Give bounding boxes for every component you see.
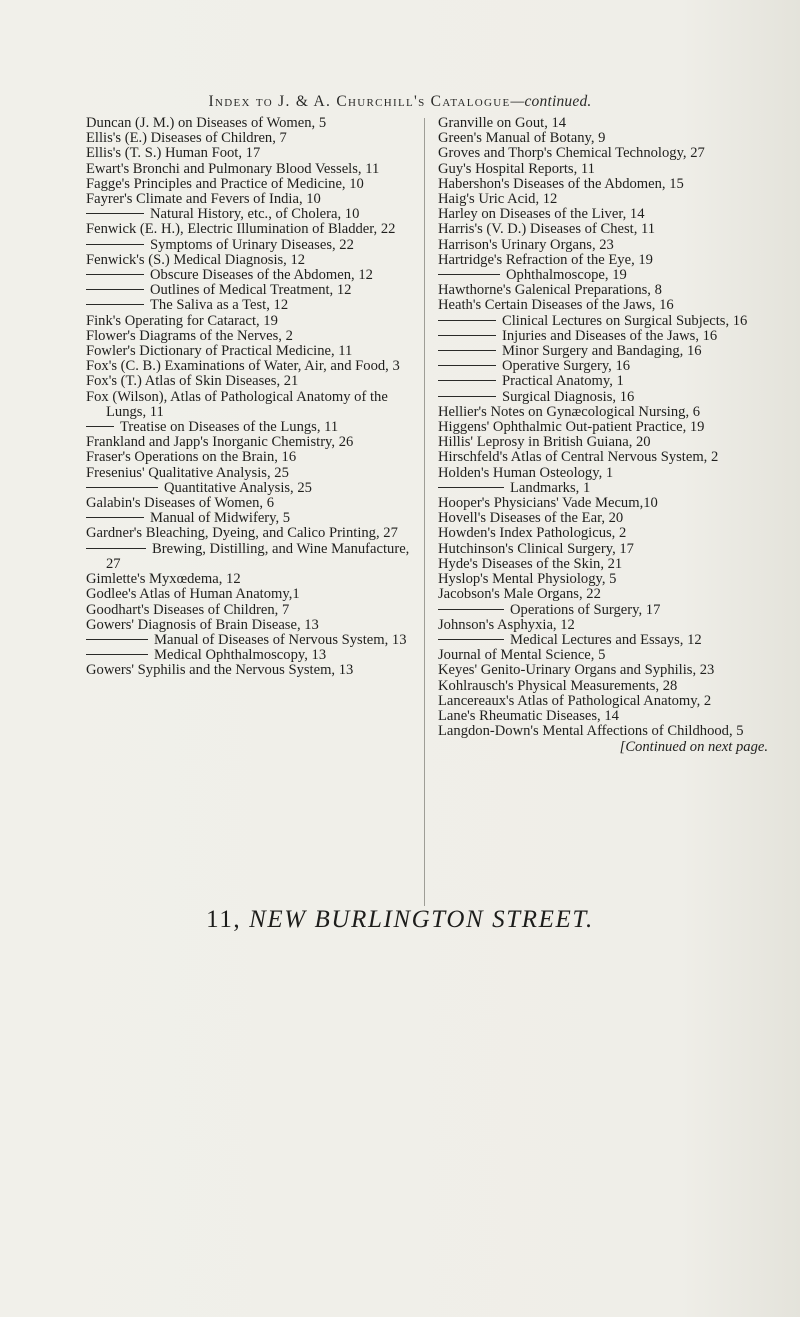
entry-text: Howden's Index Pathologicus, 2 bbox=[438, 525, 627, 542]
ditto-rule bbox=[86, 274, 144, 275]
index-subentry bbox=[438, 481, 768, 496]
index-entry bbox=[86, 344, 412, 359]
ditto-rule bbox=[86, 639, 148, 640]
entry-text: Galabin's Diseases of Women, 6 bbox=[86, 495, 275, 512]
index-entry bbox=[86, 450, 412, 465]
ditto-rule bbox=[86, 426, 114, 427]
entry-text: Lancereaux's Atlas of Pathological Anatomy, 2 bbox=[438, 692, 712, 709]
entry-text: Medical Ophthalmoscopy, 13 bbox=[154, 647, 327, 664]
header-continued: —continued. bbox=[510, 93, 592, 110]
right-index-column bbox=[438, 116, 768, 756]
ditto-rule bbox=[86, 213, 144, 214]
index-entry bbox=[86, 329, 412, 344]
entry-text: Gowers' Diagnosis of Brain Disease, 13 bbox=[86, 616, 319, 633]
index-entry bbox=[438, 709, 768, 724]
entry-text: Clinical Lectures on Surgical Subjects, 16 bbox=[502, 312, 748, 329]
entry-text: Injuries and Diseases of the Jaws, 16 bbox=[502, 327, 718, 344]
index-entry bbox=[438, 420, 768, 435]
index-entry bbox=[438, 435, 768, 450]
ditto-rule bbox=[438, 274, 500, 275]
entry-text: Keyes' Genito-Urinary Organs and Syphilis, 23 bbox=[438, 662, 715, 679]
index-entry bbox=[86, 496, 412, 511]
entry-text: Landmarks, 1 bbox=[510, 479, 591, 496]
ditto-rule bbox=[438, 335, 496, 336]
entry-text: Operations of Surgery, 17 bbox=[510, 601, 661, 618]
entry-text: Fenwick's (S.) Medical Diagnosis, 12 bbox=[86, 251, 306, 268]
entry-text: Fox's (C. B.) Examinations of Water, Air, and Food, 3 bbox=[86, 358, 400, 375]
index-subentry bbox=[438, 374, 768, 389]
entry-text: Langdon-Down's Mental Affections of Childhood, 5 bbox=[438, 723, 744, 740]
index-entry bbox=[438, 222, 768, 237]
entry-text: Operative Surgery, 16 bbox=[502, 358, 631, 375]
index-entry bbox=[86, 663, 412, 678]
entry-text: Hooper's Physicians' Vade Mecum,10 bbox=[438, 495, 658, 512]
entry-text: Fox's (T.) Atlas of Skin Diseases, 21 bbox=[86, 373, 299, 390]
index-entry bbox=[438, 496, 768, 511]
index-entry bbox=[438, 648, 768, 663]
entry-text: Godlee's Atlas of Human Anatomy,1 bbox=[86, 586, 300, 603]
index-entry bbox=[438, 131, 768, 146]
entry-text: Hellier's Notes on Gynæcological Nursing, 6 bbox=[438, 403, 701, 420]
index-entry bbox=[438, 587, 768, 602]
entry-text: Gardner's Bleaching, Dyeing, and Calico Printing, 27 bbox=[86, 525, 398, 542]
index-entry bbox=[86, 374, 412, 389]
entry-text: Hillis' Leprosy in British Guiana, 20 bbox=[438, 434, 651, 451]
entry-text: Brewing, Distilling, and Wine Manufacture, 27 bbox=[106, 540, 410, 572]
index-subentry bbox=[438, 603, 768, 618]
ditto-rule bbox=[438, 639, 504, 640]
ditto-rule bbox=[438, 320, 496, 321]
index-subentry bbox=[438, 329, 768, 344]
index-entry bbox=[86, 618, 412, 633]
index-entry bbox=[86, 587, 412, 602]
entry-text: Surgical Diagnosis, 16 bbox=[502, 388, 635, 405]
index-entry bbox=[86, 131, 412, 146]
index-entry bbox=[86, 192, 412, 207]
index-entry bbox=[438, 526, 768, 541]
entry-text: Fenwick (E. H.), Electric Illumination of Bladder, 22 bbox=[86, 221, 396, 238]
index-entry bbox=[438, 724, 768, 739]
entry-text: Haig's Uric Acid, 12 bbox=[438, 191, 558, 208]
entry-text: Goodhart's Diseases of Children, 7 bbox=[86, 601, 290, 618]
entry-text: Fagge's Principles and Practice of Medicine, 10 bbox=[86, 175, 364, 192]
entry-text: Minor Surgery and Bandaging, 16 bbox=[502, 343, 702, 360]
index-entry bbox=[86, 146, 412, 161]
entry-text: Manual of Midwifery, 5 bbox=[150, 510, 291, 527]
index-entry bbox=[438, 405, 768, 420]
index-entry bbox=[86, 435, 412, 450]
entry-text: Manual of Diseases of Nervous System, 13 bbox=[154, 631, 407, 648]
entry-text: Habershon's Diseases of the Abdomen, 15 bbox=[438, 175, 684, 192]
entry-text: Quantitative Analysis, 25 bbox=[164, 479, 312, 496]
index-entry bbox=[438, 238, 768, 253]
entry-text: Fayrer's Climate and Fevers of India, 10 bbox=[86, 191, 321, 208]
ditto-rule bbox=[438, 350, 496, 351]
entry-text: Fox (Wilson), Atlas of Pathological Anatomy of the Lungs, 11 bbox=[86, 388, 388, 420]
ditto-rule bbox=[438, 365, 496, 366]
footer-street: NEW BURLINGTON STREET. bbox=[249, 906, 594, 933]
index-entry bbox=[86, 572, 412, 587]
entry-text: Ellis's (E.) Diseases of Children, 7 bbox=[86, 130, 287, 147]
index-entry bbox=[438, 542, 768, 557]
entry-text: Holden's Human Osteology, 1 bbox=[438, 464, 614, 481]
entry-text: Flower's Diagrams of the Nerves, 2 bbox=[86, 327, 293, 344]
index-entry bbox=[438, 146, 768, 161]
index-entry bbox=[86, 222, 412, 237]
entry-text: Guy's Hospital Reports, 11 bbox=[438, 160, 595, 177]
index-entry bbox=[438, 162, 768, 177]
entry-text: The Saliva as a Test, 12 bbox=[150, 297, 289, 314]
index-subentry bbox=[438, 344, 768, 359]
ditto-rule bbox=[86, 289, 144, 290]
index-entry bbox=[86, 390, 412, 420]
entry-text: Heath's Certain Diseases of the Jaws, 16 bbox=[438, 297, 674, 314]
index-entry bbox=[86, 526, 412, 541]
index-subentry bbox=[86, 298, 412, 313]
index-subentry bbox=[438, 633, 768, 648]
index-subentry bbox=[86, 283, 412, 298]
page-header bbox=[0, 93, 800, 111]
entry-text: Hovell's Diseases of the Ear, 20 bbox=[438, 510, 624, 527]
entry-text: Journal of Mental Science, 5 bbox=[438, 647, 606, 664]
entry-text: Jacobson's Male Organs, 22 bbox=[438, 586, 601, 603]
footer-number: 11, bbox=[206, 906, 242, 933]
entry-text: Obscure Diseases of the Abdomen, 12 bbox=[150, 267, 373, 284]
index-entry bbox=[438, 283, 768, 298]
index-subentry bbox=[86, 420, 412, 435]
entry-text: Ewart's Bronchi and Pulmonary Blood Vessels, 11 bbox=[86, 160, 380, 177]
index-subentry bbox=[438, 268, 768, 283]
index-entry bbox=[438, 557, 768, 572]
ditto-rule bbox=[86, 517, 144, 518]
index-entry bbox=[438, 207, 768, 222]
index-subentry bbox=[86, 207, 412, 222]
index-subentry bbox=[438, 359, 768, 374]
index-entry bbox=[438, 618, 768, 633]
entry-text: Harrison's Urinary Organs, 23 bbox=[438, 236, 614, 253]
header-title: Index to J. & A. Churchill's Catalogue bbox=[208, 93, 511, 110]
index-subentry bbox=[438, 314, 768, 329]
index-entry bbox=[438, 572, 768, 587]
ditto-rule bbox=[86, 487, 158, 488]
ditto-rule bbox=[86, 244, 144, 245]
entry-text: Hyde's Diseases of the Skin, 21 bbox=[438, 555, 623, 572]
entry-text: Fink's Operating for Cataract, 19 bbox=[86, 312, 278, 329]
ditto-rule bbox=[86, 304, 144, 305]
entry-text: Fowler's Dictionary of Practical Medicine, 11 bbox=[86, 343, 353, 360]
entry-text: Natural History, etc., of Cholera, 10 bbox=[150, 206, 360, 223]
entry-text: Harley on Diseases of the Liver, 14 bbox=[438, 206, 645, 223]
index-entry bbox=[438, 663, 768, 678]
entry-text: Groves and Thorp's Chemical Technology, 27 bbox=[438, 145, 705, 162]
index-entry bbox=[438, 679, 768, 694]
ditto-rule bbox=[438, 487, 504, 488]
index-entry bbox=[438, 298, 768, 313]
ditto-rule bbox=[86, 548, 146, 549]
index-subentry bbox=[86, 542, 412, 572]
entry-text: Medical Lectures and Essays, 12 bbox=[510, 631, 702, 648]
index-entry bbox=[86, 466, 412, 481]
continued-note: [Continued on next page. bbox=[619, 739, 768, 756]
entry-text: Hutchinson's Clinical Surgery, 17 bbox=[438, 540, 634, 557]
index-subentry bbox=[86, 633, 412, 648]
ditto-rule bbox=[438, 396, 496, 397]
entry-text: Treatise on Diseases of the Lungs, 11 bbox=[120, 419, 339, 436]
entry-text: Lane's Rheumatic Diseases, 14 bbox=[438, 707, 619, 724]
index-entry bbox=[438, 466, 768, 481]
entry-text: Hartridge's Refraction of the Eye, 19 bbox=[438, 251, 653, 268]
index-subentry bbox=[438, 390, 768, 405]
entry-text: Harris's (V. D.) Diseases of Chest, 11 bbox=[438, 221, 656, 238]
entry-text: Hawthorne's Galenical Preparations, 8 bbox=[438, 282, 662, 299]
index-entry bbox=[438, 694, 768, 709]
index-entry bbox=[438, 116, 768, 131]
index-entry bbox=[438, 177, 768, 192]
entry-text: Fraser's Operations on the Brain, 16 bbox=[86, 449, 297, 466]
entry-text: Ellis's (T. S.) Human Foot, 17 bbox=[86, 145, 261, 162]
ditto-rule bbox=[438, 380, 496, 381]
index-subentry bbox=[86, 238, 412, 253]
index-entry bbox=[86, 177, 412, 192]
entry-text: Green's Manual of Botany, 9 bbox=[438, 130, 606, 147]
entry-text: Hyslop's Mental Physiology, 5 bbox=[438, 571, 617, 588]
index-subentry bbox=[86, 648, 412, 663]
entry-text: Fresenius' Qualitative Analysis, 25 bbox=[86, 464, 289, 481]
entry-text: Outlines of Medical Treatment, 12 bbox=[150, 282, 352, 299]
entry-text: Higgens' Ophthalmic Out-patient Practice, 19 bbox=[438, 419, 705, 436]
entry-text: Symptoms of Urinary Diseases, 22 bbox=[150, 236, 354, 253]
entry-text: Kohlrausch's Physical Measurements, 28 bbox=[438, 677, 678, 694]
entry-text: Gowers' Syphilis and the Nervous System, 13 bbox=[86, 662, 354, 679]
entry-text: Granville on Gout, 14 bbox=[438, 115, 567, 131]
index-entry bbox=[438, 511, 768, 526]
index-entry bbox=[86, 253, 412, 268]
index-entry bbox=[438, 192, 768, 207]
index-subentry bbox=[86, 481, 412, 496]
left-index-column bbox=[86, 116, 412, 679]
entry-text: Ophthalmoscope, 19 bbox=[506, 267, 627, 284]
index-subentry bbox=[86, 511, 412, 526]
ditto-rule bbox=[438, 609, 504, 610]
page-footer bbox=[0, 906, 800, 934]
index-entry bbox=[438, 253, 768, 268]
index-entry bbox=[86, 314, 412, 329]
entry-text: Frankland and Japp's Inorganic Chemistry, 26 bbox=[86, 434, 354, 451]
entry-text: Hirschfeld's Atlas of Central Nervous System, 2 bbox=[438, 449, 719, 466]
index-entry bbox=[438, 450, 768, 465]
entry-text: Duncan (J. M.) on Diseases of Women, 5 bbox=[86, 115, 327, 131]
entry-text: Gimlette's Myxœdema, 12 bbox=[86, 571, 241, 588]
column-divider bbox=[424, 118, 425, 906]
index-entry bbox=[86, 359, 412, 374]
entry-text: Johnson's Asphyxia, 12 bbox=[438, 616, 575, 633]
index-entry bbox=[86, 603, 412, 618]
index-subentry bbox=[86, 268, 412, 283]
entry-text: Practical Anatomy, 1 bbox=[502, 373, 624, 390]
ditto-rule bbox=[86, 654, 148, 655]
index-entry bbox=[86, 162, 412, 177]
index-entry bbox=[86, 116, 412, 131]
